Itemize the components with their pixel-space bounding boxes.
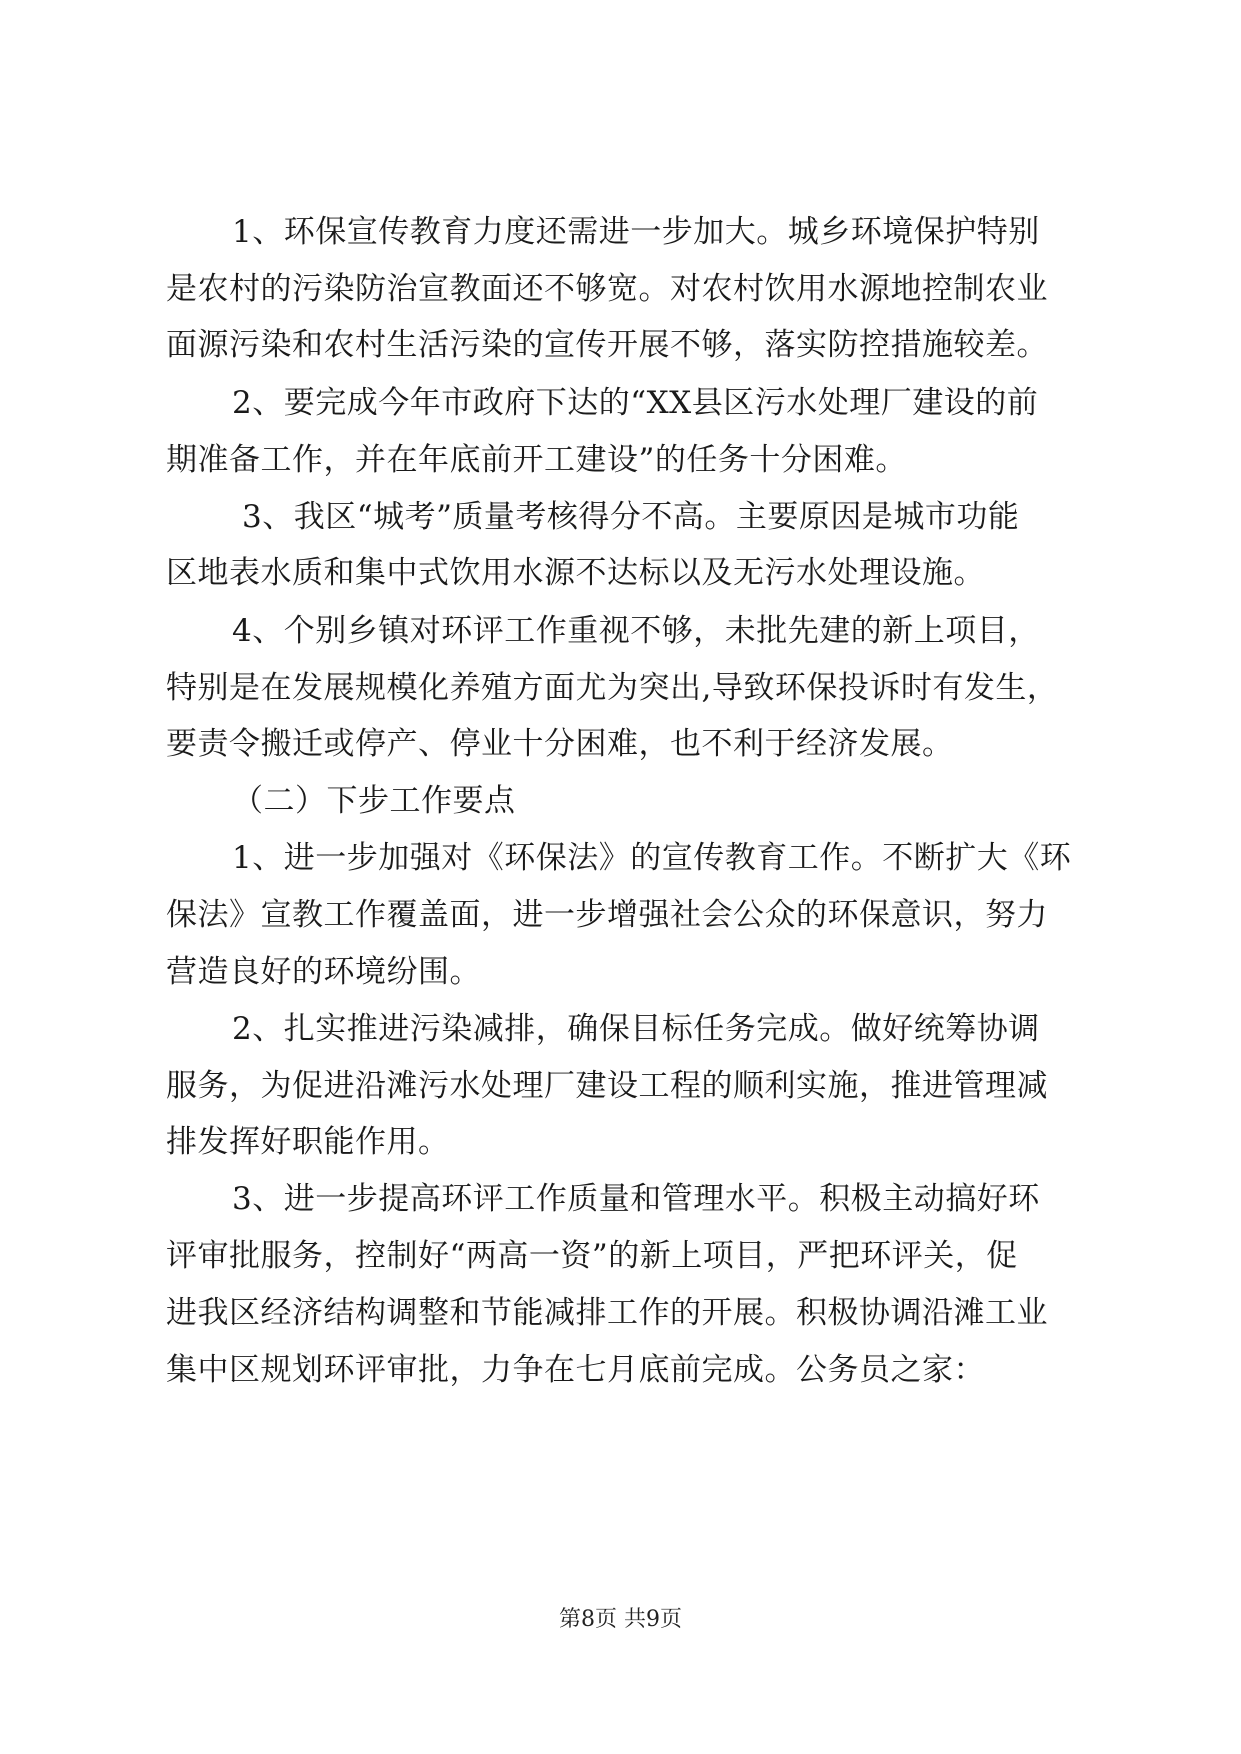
paragraph-1-line-1: 1、环保宣传教育力度还需进一步加大。城乡环境保护特别 (232, 214, 1040, 250)
paragraph-7-line-1: 3、进一步提高环评工作质量和管理水平。积极主动搞好环 (232, 1181, 1040, 1217)
paragraph-7-line-3: 进我区经济结构调整和节能减排工作的开展。积极协调沿滩工业 (166, 1295, 1048, 1331)
paragraph-7-line-2: 评审批服务，控制好“两高一资”的新上项目，严把环评关，促 (166, 1238, 1018, 1274)
paragraph-4-line-2: 特别是在发展规模化养殖方面尤为突出,导致环保投诉时有发生， (166, 670, 1059, 706)
paragraph-5-line-1: 1、进一步加强对《环保法》的宣传教育工作。不断扩大《环 (232, 840, 1072, 876)
paragraph-3-line-1: 3、我区“城考”质量考核得分不高。主要原因是城市功能 (242, 499, 1020, 535)
paragraph-4-line-1: 4、个别乡镇对环评工作重视不够，未批先建的新上项目， (232, 613, 1040, 649)
paragraph-1-line-3: 面源污染和农村生活污染的宣传开展不够，落实防控措施较差。 (166, 327, 1048, 363)
paragraph-6-line-1: 2、扎实推进污染减排，确保目标任务完成。做好统筹协调 (232, 1011, 1040, 1047)
paragraph-6-line-2: 服务，为促进沿滩污水处理厂建设工程的顺利实施，推进管理减 (166, 1068, 1048, 1104)
paragraph-3-line-2: 区地表水质和集中式饮用水源不达标以及无污水处理设施。 (166, 555, 985, 591)
paragraph-5-line-3: 营造良好的环境纷围。 (166, 954, 481, 990)
paragraph-5-line-2: 保法》宣教工作覆盖面，进一步增强社会公众的环保意识，努力 (166, 897, 1048, 933)
paragraph-2-line-1: 2、要完成今年市政府下达的“XX县区污水处理厂建设的前 (232, 385, 1039, 421)
paragraph-2-line-2: 期准备工作，并在年底前开工建设”的任务十分困难。 (166, 442, 907, 478)
paragraph-4-line-3: 要责令搬迁或停产、停业十分困难，也不利于经济发展。 (166, 726, 954, 762)
paragraph-1-line-2: 是农村的污染防治宣教面还不够宽。对农村饮用水源地控制农业 (166, 271, 1048, 307)
section-heading: （二）下步工作要点 (232, 783, 516, 819)
page-footer: 第8页 共9页 (559, 1607, 682, 1632)
paragraph-6-line-3: 排发挥好职能作用。 (166, 1124, 450, 1160)
paragraph-7-line-4: 集中区规划环评审批，力争在七月底前完成。公务员之家： (166, 1352, 985, 1388)
